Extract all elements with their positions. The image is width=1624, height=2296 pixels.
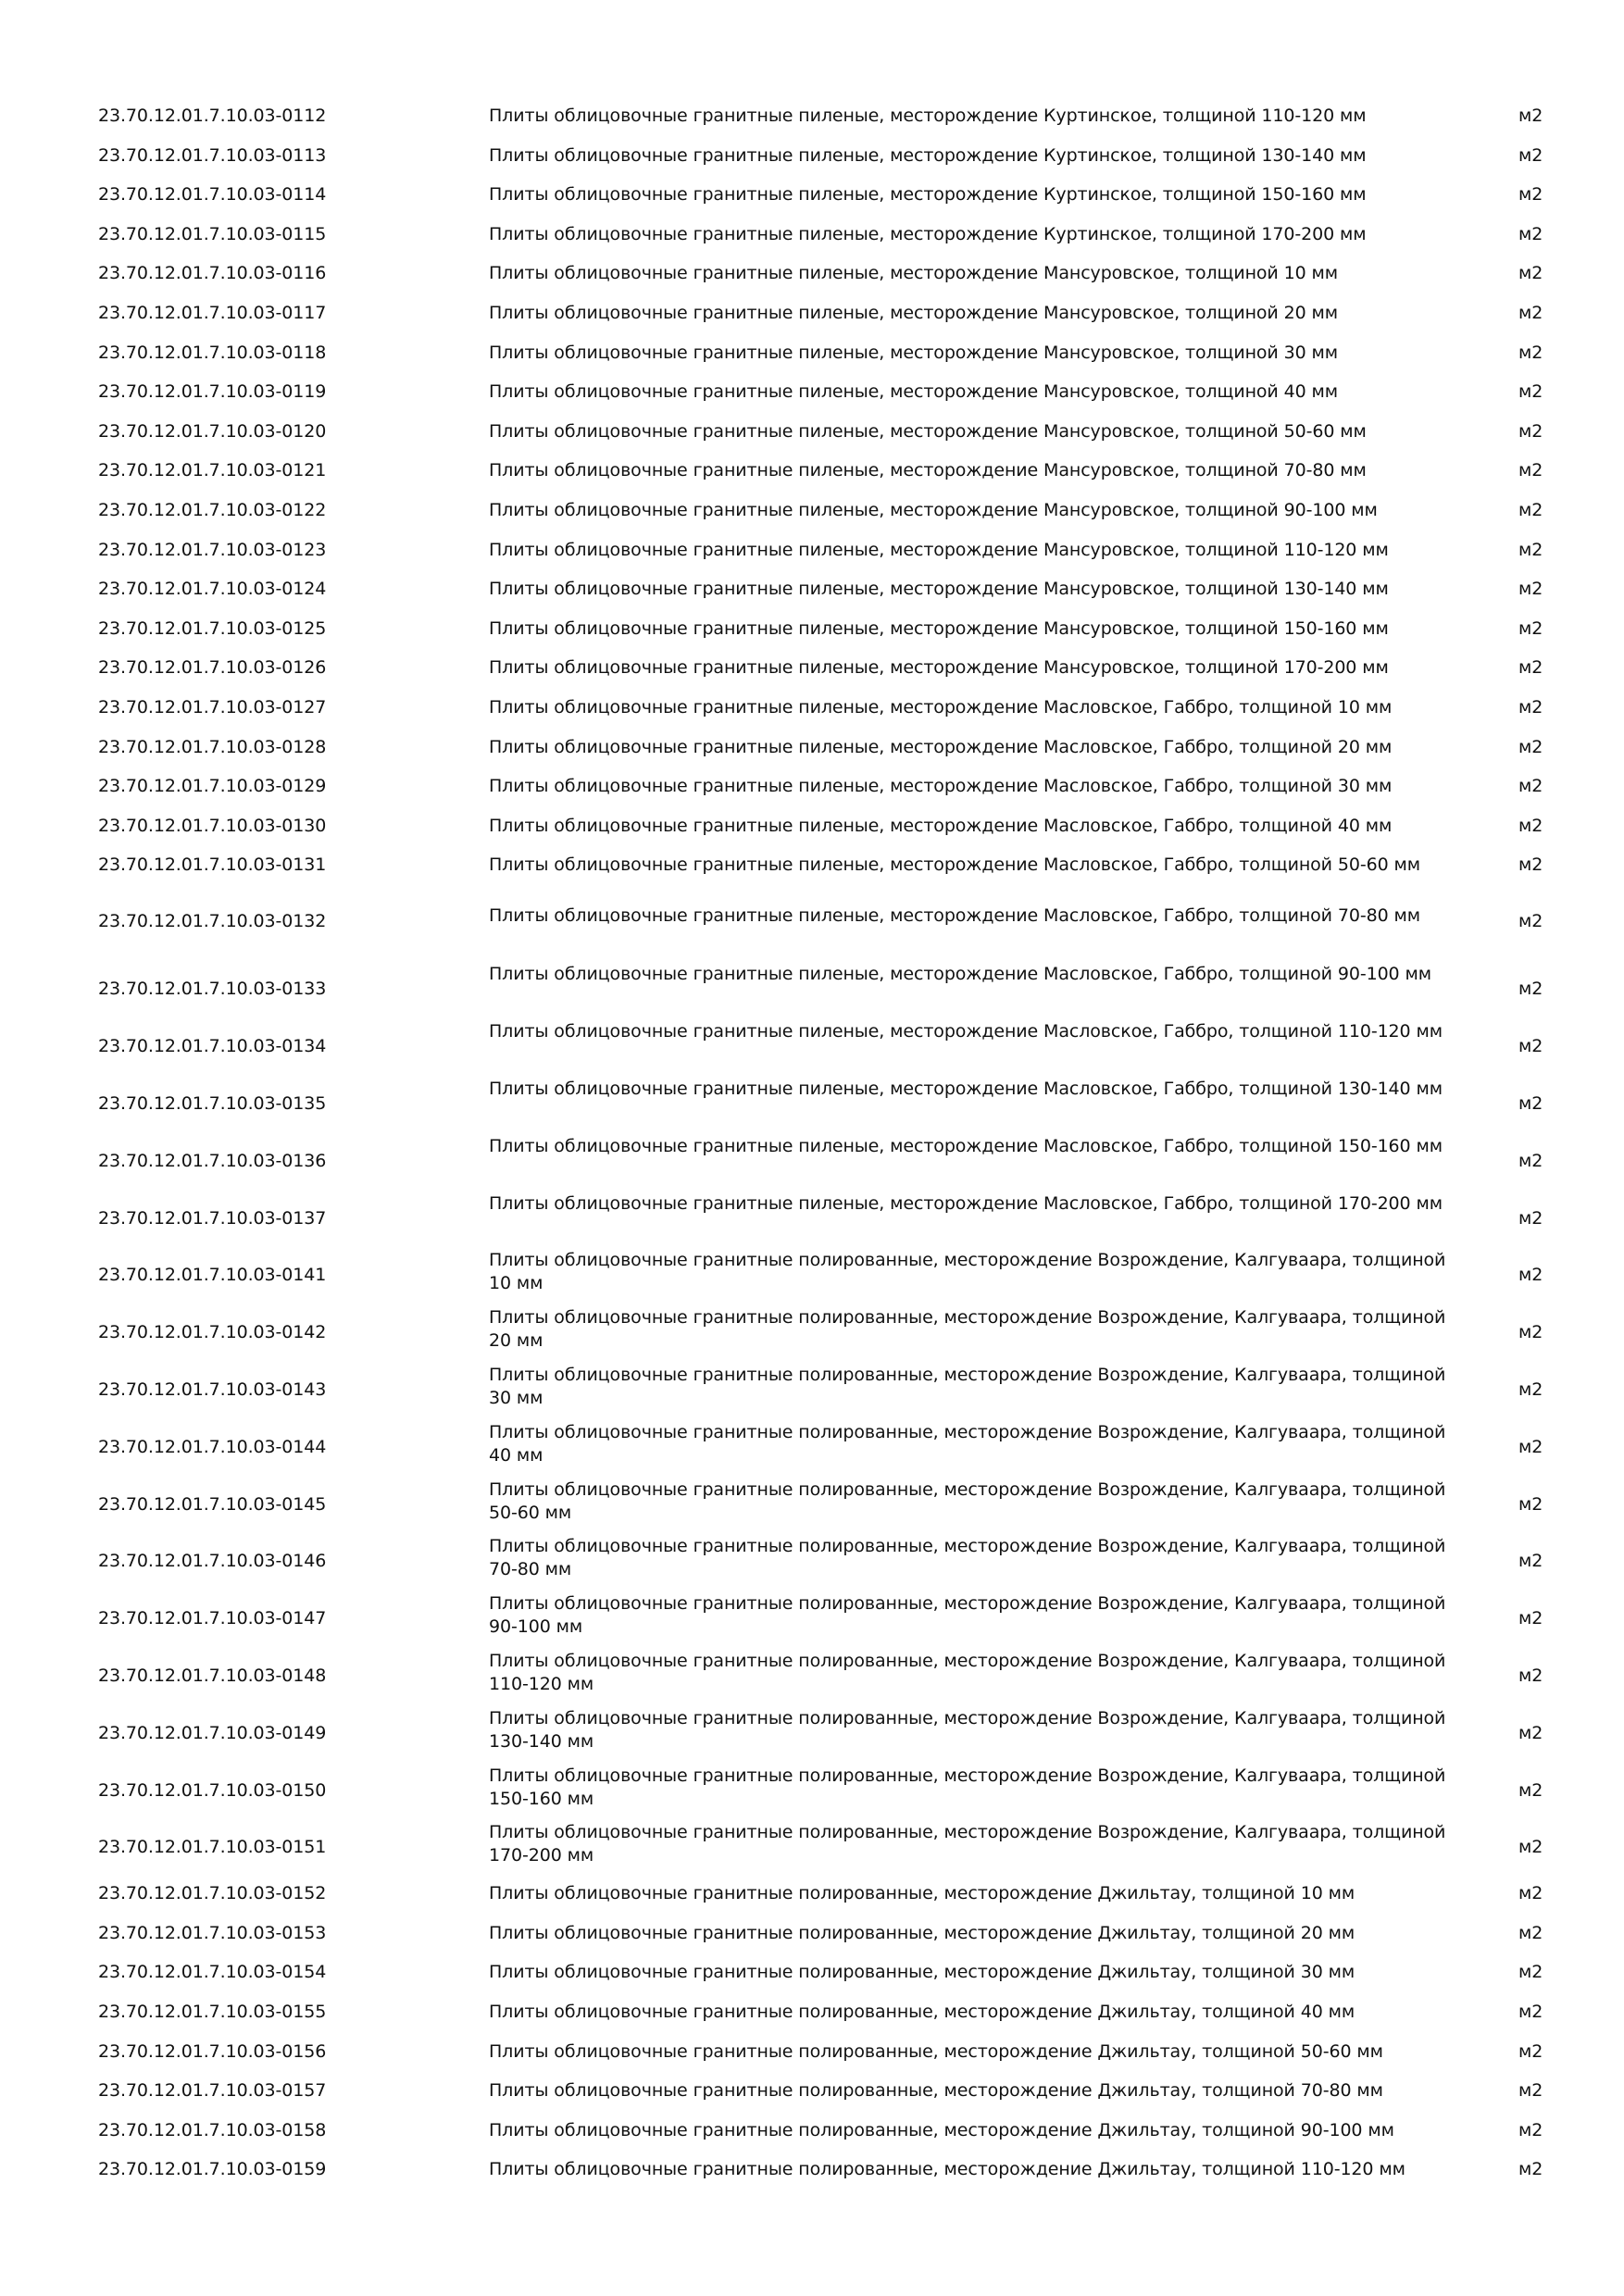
resource-name: Плиты облицовочные гранитные пиленые, месторождение Масловское, Габбро, толщиной 20 мм <box>489 736 1393 757</box>
resource-name: Плиты облицовочные гранитные полированные, месторождение Возрождение, Калгуваара, толщиной 70-80 мм <box>489 1536 1446 1580</box>
table-row <box>0 618 1624 657</box>
resource-name: Плиты облицовочные гранитные пиленые, месторождение Масловское, Габбро, толщиной 90-100 мм <box>489 964 1431 985</box>
table-row <box>0 1536 1624 1596</box>
resource-code: 23.70.12.01.7.10.03-0142 <box>98 1322 327 1343</box>
resource-name: Плиты облицовочные гранитные пиленые, месторождение Мансуровское, толщиной 30 мм <box>489 342 1338 363</box>
table-row <box>0 656 1624 696</box>
resource-name: Плиты облицовочные гранитные пиленые, месторождение Куртинское, толщиной 130-140 мм <box>489 144 1367 166</box>
table-row <box>0 2001 1624 2040</box>
unit-of-measure: м2 <box>1518 1722 1543 1743</box>
resource-code: 23.70.12.01.7.10.03-0145 <box>98 1493 327 1515</box>
resource-name: Плиты облицовочные гранитные пиленые, месторождение Масловское, Габбро, толщиной 150-160 мм <box>489 1135 1443 1156</box>
resource-name: Плиты облицовочные гранитные полированные, месторождение Возрождение, Калгуваара, толщиной 30 мм <box>489 1365 1446 1408</box>
table-row <box>0 1135 1624 1196</box>
resource-name: Плиты облицовочные гранитные пиленые, месторождение Мансуровское, толщиной 40 мм <box>489 381 1338 403</box>
unit-of-measure: м2 <box>1518 911 1543 932</box>
table-row <box>0 2040 1624 2080</box>
resource-name: Плиты облицовочные гранитные полированные, месторождение Возрождение, Калгуваара, толщиной 40 мм <box>489 1421 1446 1466</box>
resource-name: Плиты облицовочные гранитные полированные, месторождение Возрождение, Калгуваара, толщиной 50-60 мм <box>489 1479 1446 1523</box>
resource-code: 23.70.12.01.7.10.03-0118 <box>98 342 327 363</box>
table-row <box>0 2079 1624 2119</box>
table-row <box>0 578 1624 618</box>
resource-code: 23.70.12.01.7.10.03-0158 <box>98 2119 327 2140</box>
resource-name: Плиты облицовочные гранитные пиленые, месторождение Масловское, Габбро, толщиной 30 мм <box>489 776 1393 797</box>
unit-of-measure: м2 <box>1518 1436 1543 1457</box>
resource-code: 23.70.12.01.7.10.03-0141 <box>98 1265 327 1286</box>
resource-code: 23.70.12.01.7.10.03-0132 <box>98 911 327 932</box>
resource-code: 23.70.12.01.7.10.03-0117 <box>98 303 327 323</box>
table-row <box>0 342 1624 381</box>
table-row <box>0 420 1624 460</box>
resource-code: 23.70.12.01.7.10.03-0136 <box>98 1150 327 1171</box>
resource-code: 23.70.12.01.7.10.03-0135 <box>98 1093 327 1114</box>
resource-name: Плиты облицовочные гранитные пиленые, месторождение Мансуровское, толщиной 150-160 мм <box>489 618 1389 639</box>
unit-of-measure: м2 <box>1518 420 1543 442</box>
resource-code: 23.70.12.01.7.10.03-0148 <box>98 1666 327 1686</box>
unit-of-measure: м2 <box>1518 223 1543 244</box>
unit-of-measure: м2 <box>1518 855 1543 876</box>
unit-of-measure: м2 <box>1518 500 1543 520</box>
table-row <box>0 2158 1624 2198</box>
unit-of-measure: м2 <box>1518 342 1543 363</box>
resource-code: 23.70.12.01.7.10.03-0147 <box>98 1608 327 1629</box>
unit-of-measure: м2 <box>1518 1779 1543 1801</box>
unit-of-measure: м2 <box>1518 697 1543 718</box>
resource-code: 23.70.12.01.7.10.03-0130 <box>98 815 327 836</box>
table-row <box>0 1653 1624 1711</box>
unit-of-measure: м2 <box>1518 1036 1543 1057</box>
unit-of-measure: м2 <box>1518 144 1543 166</box>
unit-of-measure: м2 <box>1518 1666 1543 1686</box>
unit-of-measure: м2 <box>1518 2002 1543 2022</box>
table-row <box>0 1882 1624 1922</box>
table-row <box>0 302 1624 342</box>
table-row <box>0 1707 1624 1768</box>
unit-of-measure: м2 <box>1518 460 1543 481</box>
resource-name: Плиты облицовочные гранитные пиленые, месторождение Куртинское, толщиной 150-160 мм <box>489 184 1367 206</box>
unit-of-measure: м2 <box>1518 1265 1543 1286</box>
table-row <box>0 262 1624 302</box>
unit-of-measure: м2 <box>1518 1962 1543 1983</box>
unit-of-measure: м2 <box>1518 1608 1543 1629</box>
unit-of-measure: м2 <box>1518 1883 1543 1904</box>
unit-of-measure: м2 <box>1518 1150 1543 1171</box>
unit-of-measure: м2 <box>1518 2159 1543 2180</box>
unit-of-measure: м2 <box>1518 1493 1543 1515</box>
unit-of-measure: м2 <box>1518 776 1543 797</box>
table-row <box>0 1421 1624 1482</box>
resource-code: 23.70.12.01.7.10.03-0159 <box>98 2159 327 2180</box>
unit-of-measure: м2 <box>1518 106 1543 126</box>
table-row <box>0 1479 1624 1540</box>
resource-code: 23.70.12.01.7.10.03-0133 <box>98 979 327 1000</box>
resource-code: 23.70.12.01.7.10.03-0154 <box>98 1962 327 1983</box>
resource-code: 23.70.12.01.7.10.03-0127 <box>98 697 327 718</box>
table-row <box>0 1307 1624 1367</box>
unit-of-measure: м2 <box>1518 539 1543 560</box>
resource-code: 23.70.12.01.7.10.03-0137 <box>98 1207 327 1229</box>
unit-of-measure: м2 <box>1518 979 1543 1000</box>
resource-code: 23.70.12.01.7.10.03-0126 <box>98 657 327 679</box>
resource-code: 23.70.12.01.7.10.03-0157 <box>98 2080 327 2102</box>
resource-name: Плиты облицовочные гранитные полированные, месторождение Возрождение, Калгуваара, толщиной 130-140 мм <box>489 1707 1446 1752</box>
resource-name: Плиты облицовочные гранитные пиленые, месторождение Мансуровское, толщиной 10 мм <box>489 263 1338 284</box>
resource-name: Плиты облицовочные гранитные полированные, месторождение Возрождение, Калгуваара, толщиной 20 мм <box>489 1307 1446 1352</box>
table-row <box>0 854 1624 910</box>
unit-of-measure: м2 <box>1518 736 1543 757</box>
resource-code: 23.70.12.01.7.10.03-0131 <box>98 855 327 876</box>
resource-name: Плиты облицовочные гранитные полированные, месторождение Джильтау, толщиной 40 мм <box>489 2002 1355 2022</box>
table-row <box>0 144 1624 184</box>
unit-of-measure: м2 <box>1518 657 1543 679</box>
resource-name: Плиты облицовочные гранитные полированные, месторождение Возрождение, Калгуваара, толщиной 10 мм <box>489 1250 1446 1294</box>
table-row <box>0 223 1624 263</box>
table-row <box>0 964 1624 1024</box>
resource-name: Плиты облицовочные гранитные пиленые, месторождение Масловское, Габбро, толщиной 50-60 мм <box>489 855 1420 876</box>
resource-name: Плиты облицовочные гранитные полированные, месторождение Возрождение, Калгуваара, толщиной 110-120 мм <box>489 1651 1446 1694</box>
table-row <box>0 815 1624 855</box>
resource-name: Плиты облицовочные гранитные пиленые, месторождение Мансуровское, толщиной 110-120 мм <box>489 539 1389 560</box>
resource-code: 23.70.12.01.7.10.03-0125 <box>98 618 327 639</box>
table-row <box>0 539 1624 579</box>
table-row <box>0 381 1624 420</box>
resource-code: 23.70.12.01.7.10.03-0120 <box>98 420 327 442</box>
resource-name: Плиты облицовочные гранитные полированные, месторождение Возрождение, Калгуваара, толщиной 150-160 мм <box>489 1765 1446 1809</box>
unit-of-measure: м2 <box>1518 579 1543 600</box>
resource-name: Плиты облицовочные гранитные полированные, месторождение Джильтау, толщиной 90-100 мм <box>489 2119 1394 2140</box>
resource-name: Плиты облицовочные гранитные полированные, месторождение Джильтау, толщиной 50-60 мм <box>489 2040 1383 2062</box>
table-row <box>0 736 1624 776</box>
resource-code: 23.70.12.01.7.10.03-0150 <box>98 1779 327 1801</box>
resource-name: Плиты облицовочные гранитные пиленые, месторождение Мансуровское, толщиной 130-140 мм <box>489 579 1389 600</box>
resource-code: 23.70.12.01.7.10.03-0122 <box>98 500 327 520</box>
resource-code: 23.70.12.01.7.10.03-0152 <box>98 1883 327 1904</box>
resource-code: 23.70.12.01.7.10.03-0115 <box>98 223 327 244</box>
unit-of-measure: м2 <box>1518 381 1543 403</box>
resource-code: 23.70.12.01.7.10.03-0112 <box>98 106 327 126</box>
table-row <box>0 1367 1624 1425</box>
table-row <box>0 459 1624 499</box>
unit-of-measure: м2 <box>1518 184 1543 206</box>
resource-name: Плиты облицовочные гранитные полированные, месторождение Возрождение, Калгуваара, толщиной 90-100 мм <box>489 1593 1446 1638</box>
unit-of-measure: м2 <box>1518 1322 1543 1343</box>
resource-name: Плиты облицовочные гранитные пиленые, месторождение Мансуровское, толщиной 50-60 мм <box>489 420 1367 442</box>
resource-code: 23.70.12.01.7.10.03-0124 <box>98 579 327 600</box>
resource-code: 23.70.12.01.7.10.03-0155 <box>98 2002 327 2022</box>
table-row <box>0 1922 1624 1962</box>
resource-name: Плиты облицовочные гранитные пиленые, месторождение Масловское, Габбро, толщиной 40 мм <box>489 815 1393 836</box>
resource-code: 23.70.12.01.7.10.03-0129 <box>98 776 327 797</box>
unit-of-measure: м2 <box>1518 303 1543 323</box>
resource-name: Плиты облицовочные гранитные пиленые, месторождение Масловское, Габбро, толщиной 130-140 мм <box>489 1079 1443 1099</box>
unit-of-measure: м2 <box>1518 1093 1543 1114</box>
resource-name: Плиты облицовочные гранитные пиленые, месторождение Куртинское, толщиной 110-120 мм <box>489 106 1367 126</box>
resource-name: Плиты облицовочные гранитные пиленые, месторождение Мансуровское, толщиной 170-200 мм <box>489 657 1389 679</box>
unit-of-measure: м2 <box>1518 2080 1543 2102</box>
unit-of-measure: м2 <box>1518 1837 1543 1858</box>
table-row <box>0 1961 1624 2001</box>
resource-code: 23.70.12.01.7.10.03-0144 <box>98 1436 327 1457</box>
table-row <box>0 1192 1624 1254</box>
resource-code: 23.70.12.01.7.10.03-0149 <box>98 1722 327 1743</box>
unit-of-measure: м2 <box>1518 1922 1543 1943</box>
table-row <box>0 1081 1624 1139</box>
unit-of-measure: м2 <box>1518 1551 1543 1572</box>
table-row <box>0 1250 1624 1310</box>
resource-code: 23.70.12.01.7.10.03-0113 <box>98 144 327 166</box>
unit-of-measure: м2 <box>1518 815 1543 836</box>
resource-name: Плиты облицовочные гранитные пиленые, месторождение Куртинское, толщиной 170-200 мм <box>489 223 1367 244</box>
resource-code: 23.70.12.01.7.10.03-0119 <box>98 381 327 403</box>
table-row <box>0 775 1624 815</box>
table-row <box>0 105 1624 144</box>
resource-name: Плиты облицовочные гранитные полированные, месторождение Джильтау, толщиной 10 мм <box>489 1883 1355 1904</box>
resource-name: Плиты облицовочные гранитные полированные, месторождение Джильтау, толщиной 20 мм <box>489 1922 1355 1943</box>
table-row <box>0 183 1624 223</box>
unit-of-measure: м2 <box>1518 1207 1543 1229</box>
resource-code: 23.70.12.01.7.10.03-0146 <box>98 1551 327 1572</box>
resource-name: Плиты облицовочные гранитные пиленые, месторождение Мансуровское, толщиной 90-100 мм <box>489 500 1378 520</box>
resource-code: 23.70.12.01.7.10.03-0114 <box>98 184 327 206</box>
resource-code: 23.70.12.01.7.10.03-0153 <box>98 1922 327 1943</box>
resource-code: 23.70.12.01.7.10.03-0134 <box>98 1036 327 1057</box>
resource-name: Плиты облицовочные гранитные пиленые, месторождение Мансуровское, толщиной 70-80 мм <box>489 460 1367 481</box>
table-row <box>0 1021 1624 1081</box>
resource-code: 23.70.12.01.7.10.03-0123 <box>98 539 327 560</box>
unit-of-measure: м2 <box>1518 618 1543 639</box>
resource-name: Плиты облицовочные гранитные полированные, месторождение Джильтау, толщиной 70-80 мм <box>489 2080 1383 2102</box>
unit-of-measure: м2 <box>1518 263 1543 284</box>
resource-code: 23.70.12.01.7.10.03-0116 <box>98 263 327 284</box>
unit-of-measure: м2 <box>1518 2119 1543 2140</box>
table-row <box>0 1593 1624 1653</box>
resource-name: Плиты облицовочные гранитные пиленые, месторождение Мансуровское, толщиной 20 мм <box>489 303 1338 323</box>
resource-name: Плиты облицовочные гранитные пиленые, месторождение Масловское, Габбро, толщиной 170-200 мм <box>489 1192 1443 1214</box>
resource-code: 23.70.12.01.7.10.03-0128 <box>98 736 327 757</box>
resource-name: Плиты облицовочные гранитные пиленые, месторождение Масловское, Габбро, толщиной 110-120 мм <box>489 1021 1443 1042</box>
table-row <box>0 696 1624 736</box>
unit-of-measure: м2 <box>1518 2040 1543 2062</box>
resource-code: 23.70.12.01.7.10.03-0156 <box>98 2040 327 2062</box>
table-row <box>0 499 1624 539</box>
resource-name: Плиты облицовочные гранитные полированные, месторождение Джильтау, толщиной 30 мм <box>489 1962 1355 1983</box>
resource-code: 23.70.12.01.7.10.03-0143 <box>98 1379 327 1400</box>
table-row <box>0 1822 1624 1882</box>
resource-name: Плиты облицовочные гранитные полированные, месторождение Джильтау, толщиной 110-120 мм <box>489 2159 1405 2180</box>
resource-name: Плиты облицовочные гранитные пиленые, месторождение Масловское, Габбро, толщиной 70-80 мм <box>489 905 1420 927</box>
resource-code: 23.70.12.01.7.10.03-0151 <box>98 1837 327 1858</box>
resource-name: Плиты облицовочные гранитные полированные, месторождение Возрождение, Калгуваара, толщиной 170-200 мм <box>489 1822 1446 1866</box>
resource-name: Плиты облицовочные гранитные пиленые, месторождение Масловское, Габбро, толщиной 10 мм <box>489 697 1393 718</box>
table-row <box>0 905 1624 967</box>
table-row <box>0 1765 1624 1826</box>
unit-of-measure: м2 <box>1518 1379 1543 1400</box>
table-row <box>0 2119 1624 2159</box>
resource-code: 23.70.12.01.7.10.03-0121 <box>98 460 327 481</box>
